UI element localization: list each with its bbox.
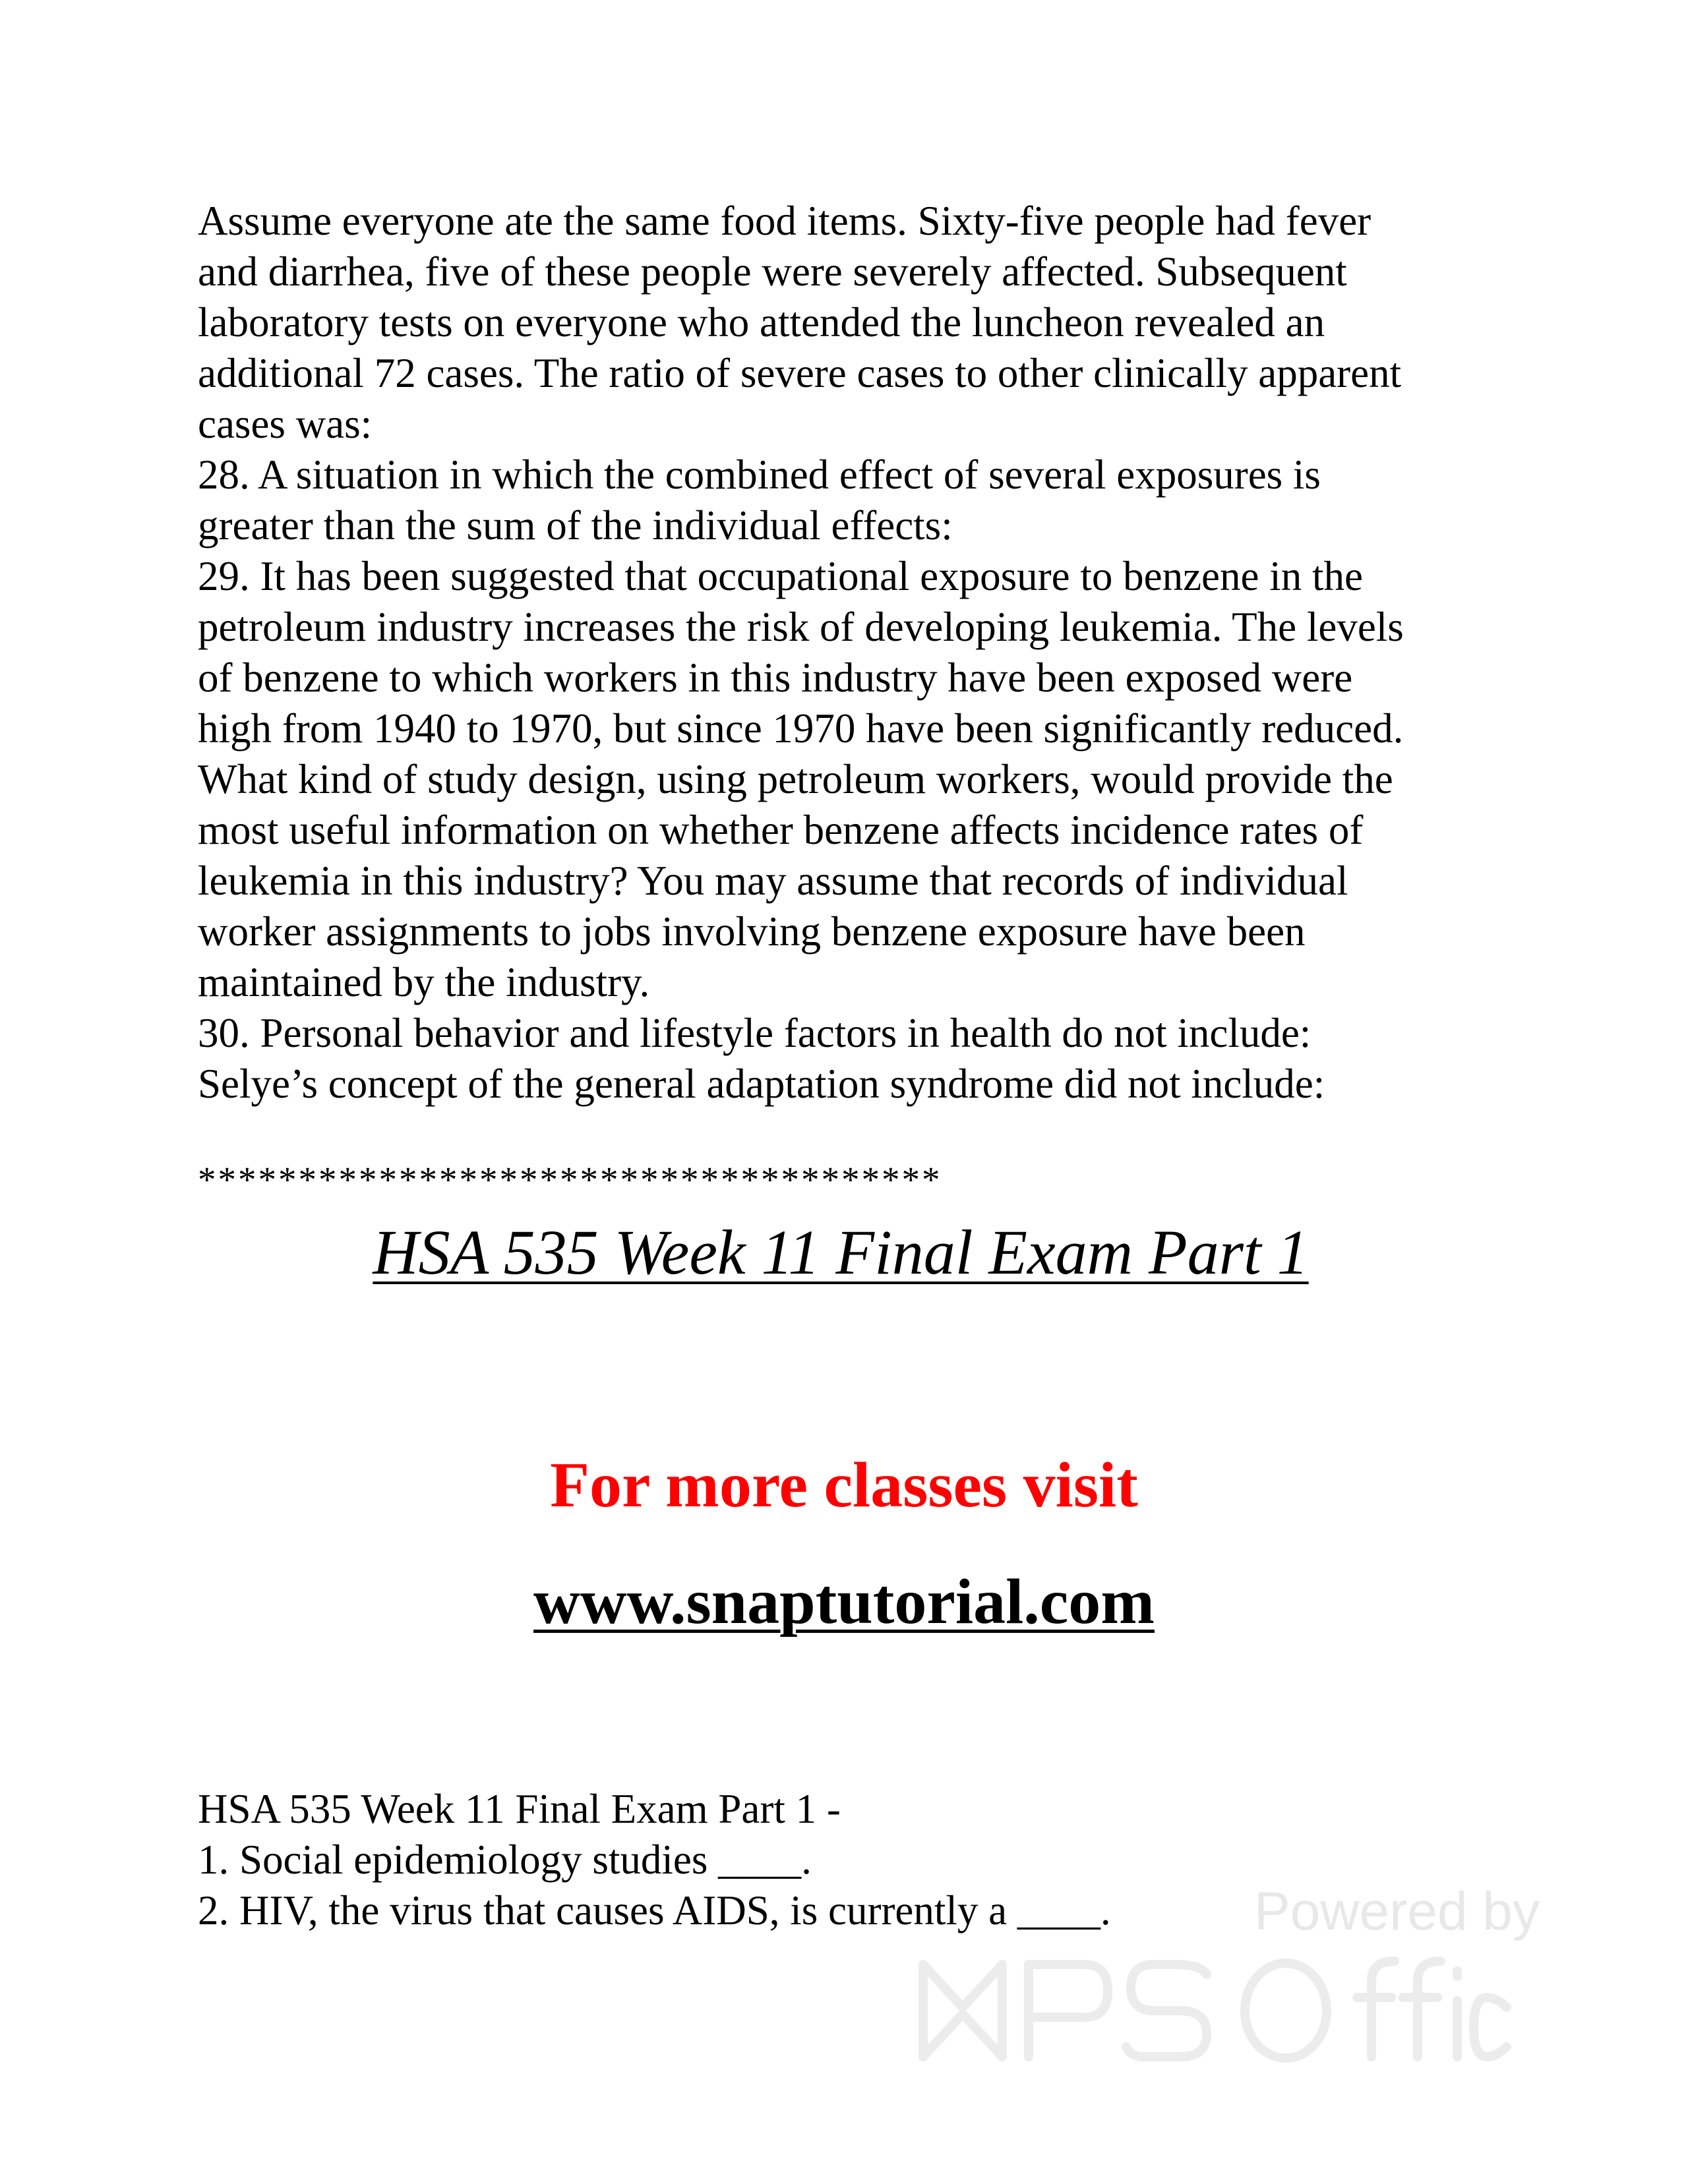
- section-title[interactable]: [0, 1216, 1688, 1289]
- exam-heading: HSA 535 Week 11 Final Exam Part 1 -: [198, 1786, 841, 1832]
- site-link[interactable]: www.snaptutorial.com: [533, 1566, 1155, 1638]
- question-28-line: 28. A situation in which the combined effect of several exposures is: [198, 452, 1321, 498]
- text-line: high from 1940 to 1970, but since 1970 have been significantly reduced.: [198, 705, 1404, 752]
- text-line: additional 72 cases. The ratio of severe cases to other clinically apparent: [198, 350, 1402, 396]
- text-line: Selye’s concept of the general adaptation syndrome did not include:: [198, 1061, 1325, 1107]
- asterisk-separator: *************************************: [198, 1160, 942, 1200]
- question-1: 1. Social epidemiology studies ____.: [198, 1837, 812, 1883]
- question-text-block: [198, 196, 1517, 1109]
- site-link-container: [0, 1564, 1688, 1640]
- text-line: and diarrhea, five of these people were severely affected. Subsequent: [198, 249, 1347, 295]
- text-line: of benzene to which workers in this industry have been exposed were: [198, 655, 1353, 701]
- question-2: 2. HIV, the virus that causes AIDS, is currently a ____.: [198, 1887, 1111, 1933]
- promo-text: For more classes visit: [550, 1450, 1138, 1521]
- exam-questions: [198, 1784, 1111, 1936]
- text-line: greater than the sum of the individual effects:: [198, 502, 953, 548]
- text-line: What kind of study design, using petroleum workers, would provide the: [198, 756, 1393, 802]
- text-line: laboratory tests on everyone who attended the luncheon revealed an: [198, 299, 1325, 345]
- text-line: petroleum industry increases the risk of developing leukemia. The levels: [198, 604, 1404, 650]
- text-line: cases was:: [198, 401, 373, 447]
- wps-office-logo-icon: [917, 1951, 1543, 2063]
- watermark-powered-text: Powered by: [1253, 1881, 1540, 1941]
- text-line: leukemia in this industry? You may assume that records of individual: [198, 858, 1348, 904]
- text-line: worker assignments to jobs involving benzene exposure have been: [198, 908, 1306, 955]
- question-29-line: 29. It has been suggested that occupational exposure to benzene in the: [198, 553, 1363, 599]
- text-line: most useful information on whether benzene affects incidence rates of: [198, 807, 1364, 853]
- text-line: Assume everyone ate the same food items. Sixty-five people had fever: [198, 198, 1372, 244]
- question-30-line: 30. Personal behavior and lifestyle factors in health do not include:: [198, 1010, 1311, 1056]
- section-title-link[interactable]: HSA 535 Week 11 Final Exam Part 1: [373, 1217, 1309, 1287]
- text-line: maintained by the industry.: [198, 959, 650, 1005]
